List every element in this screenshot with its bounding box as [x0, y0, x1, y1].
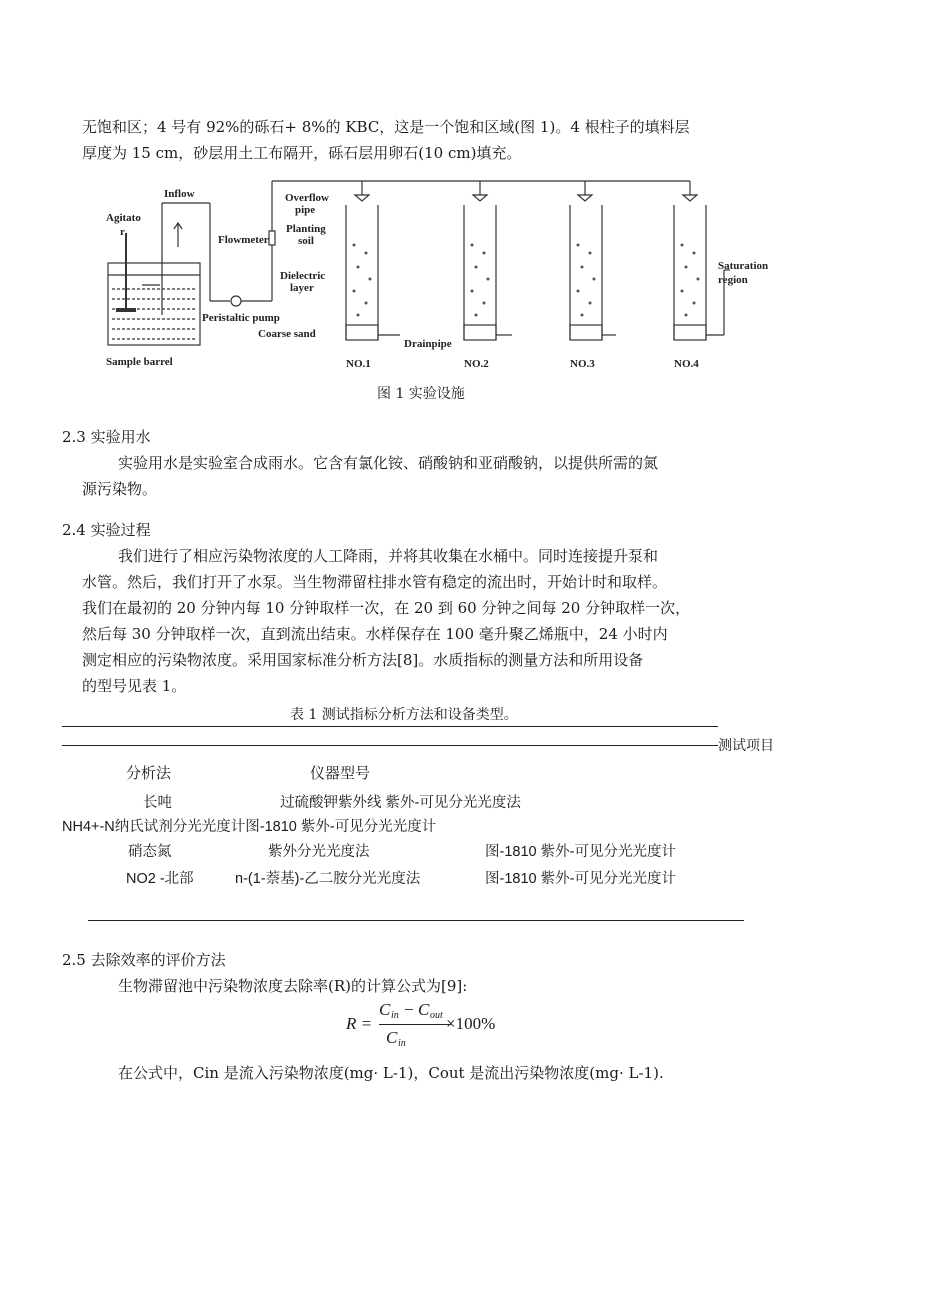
label-col-2: NO.2 — [464, 358, 489, 370]
row3-model: 图-1810 紫外-可见分光光度计 — [485, 844, 676, 860]
label-col-4: NO.4 — [674, 358, 699, 370]
formula-num-c1: C — [379, 1000, 391, 1019]
label-saturation-b: region — [718, 274, 748, 286]
label-col-3: NO.3 — [570, 358, 595, 370]
label-dielectric-a: Dielectric — [280, 270, 326, 282]
sec23-line-1: 实验用水是实验室合成雨水。它含有氯化铵、硝酸钠和亚硝酸钠，以提供所需的氮 — [118, 454, 659, 472]
sec24-heading: 2.4 实验过程 — [62, 521, 151, 539]
sec25-line-2: 在公式中，Cin 是流入污染物浓度(mg· L-1)，Cout 是流出污染物浓度(mg· L-1). — [118, 1064, 664, 1082]
label-overflow-a: Overflow — [285, 192, 329, 204]
sec23-line-2: 源污染物。 — [82, 480, 158, 498]
formula-fraction-bar — [379, 1024, 451, 1025]
table-top-rule — [62, 726, 718, 727]
label-coarse: Coarse sand — [258, 328, 316, 340]
formula-lhs: R = — [346, 1014, 373, 1033]
label-col-1: NO.1 — [346, 358, 371, 370]
removal-formula — [346, 998, 516, 1058]
formula-num-c2: C — [418, 1000, 430, 1019]
experiment-diagram — [100, 175, 780, 375]
figure-caption: 图 1 实验设施 — [377, 386, 465, 402]
col-header-method: 分析法 — [126, 765, 172, 782]
sec24-line-6: 的型号见表 1。 — [82, 677, 187, 695]
label-pump: Peristaltic pump — [202, 312, 280, 324]
row3-item: 硝态氮 — [128, 844, 172, 860]
sec24-line-2: 水管。然后，我们打开了水泵。当生物滞留柱排水管有稳定的流出时，开始计时和取样。 — [82, 573, 668, 591]
sec24-line-1: 我们进行了相应污染物浓度的人工降雨，并将其收集在水桶中。同时连接提升泵和 — [118, 547, 659, 565]
label-overflow-b: pipe — [295, 204, 316, 216]
label-drainpipe: Drainpipe — [404, 338, 452, 350]
table-bottom-rule — [88, 920, 744, 921]
sec25-line-1: 生物滞留池中污染物浓度去除率(R)的计算公式为[9]: — [118, 977, 468, 995]
column-1 — [346, 181, 400, 340]
formula-num-sub1: in — [391, 1010, 399, 1021]
row4-method: n-(1-萘基)-乙二胺分光光度法 — [235, 871, 421, 887]
sec24-line-5: 测定相应的污染物浓度。采用国家标准分析方法[8]。水质指标的测量方法和所用设备 — [82, 651, 644, 669]
label-dielectric-b: layer — [290, 282, 314, 294]
sec25-heading: 2.5 去除效率的评价方法 — [62, 951, 226, 969]
soil-dots — [353, 244, 700, 317]
label-saturation-a: Saturation — [718, 260, 769, 272]
row4-model: 图-1810 紫外-可见分光光度计 — [485, 871, 676, 887]
label-planting-b: soil — [298, 235, 314, 247]
label-flowmeter: Flowmeter — [218, 234, 269, 246]
col-header-model: 仪器型号 — [310, 765, 371, 782]
row1-item: 长吨 — [143, 795, 172, 811]
columns — [346, 181, 730, 340]
row4-item: NO2 -北部 — [126, 871, 194, 887]
intro-line-2: 厚度为 15 cm，砂层用土工布隔开，砾石层用卵石(10 cm)填充。 — [82, 144, 522, 162]
column-3 — [570, 181, 616, 340]
label-inflow: Inflow — [164, 188, 195, 200]
label-agitator-b: r — [120, 226, 125, 238]
formula-den-c: C — [386, 1028, 398, 1047]
row3-method: 紫外分光光度法 — [268, 844, 370, 860]
table-caption: 表 1 测试指标分析方法和设备类型。 — [290, 707, 518, 723]
label-barrel: Sample barrel — [106, 356, 173, 368]
row1-rest: 过硫酸钾紫外线 紫外-可见分光光度法 — [280, 795, 521, 811]
column-2 — [464, 181, 512, 340]
table-header-rule — [62, 745, 718, 746]
formula-times: ×100% — [446, 1014, 496, 1033]
formula-minus: − — [404, 1000, 414, 1019]
formula-den-sub: in — [398, 1038, 406, 1049]
label-planting-a: Planting — [286, 223, 326, 235]
sec24-line-4: 然后每 30 分钟取样一次，直到流出结束。水样保存在 100 毫升聚乙烯瓶中，24 小时内 — [82, 625, 668, 643]
col-header-item: 测试项目 — [718, 738, 774, 754]
sec24-line-3: 我们在最初的 20 分钟内每 10 分钟取样一次，在 20 到 60 分钟之间每 20 分钟取样一次， — [82, 599, 691, 617]
intro-line-1: 无饱和区；4 号有 92%的砾石+ 8%的 KBC，这是一个饱和区域(图 1)。4 根柱子的填料层 — [82, 118, 690, 136]
sec23-heading: 2.3 实验用水 — [62, 428, 151, 446]
row2: NH4+-N纳氏试剂分光光度计图-1810 紫外-可见分光光度计 — [62, 819, 437, 835]
formula-num-sub2: out — [430, 1010, 443, 1021]
label-agitator-a: Agitato — [106, 212, 141, 224]
